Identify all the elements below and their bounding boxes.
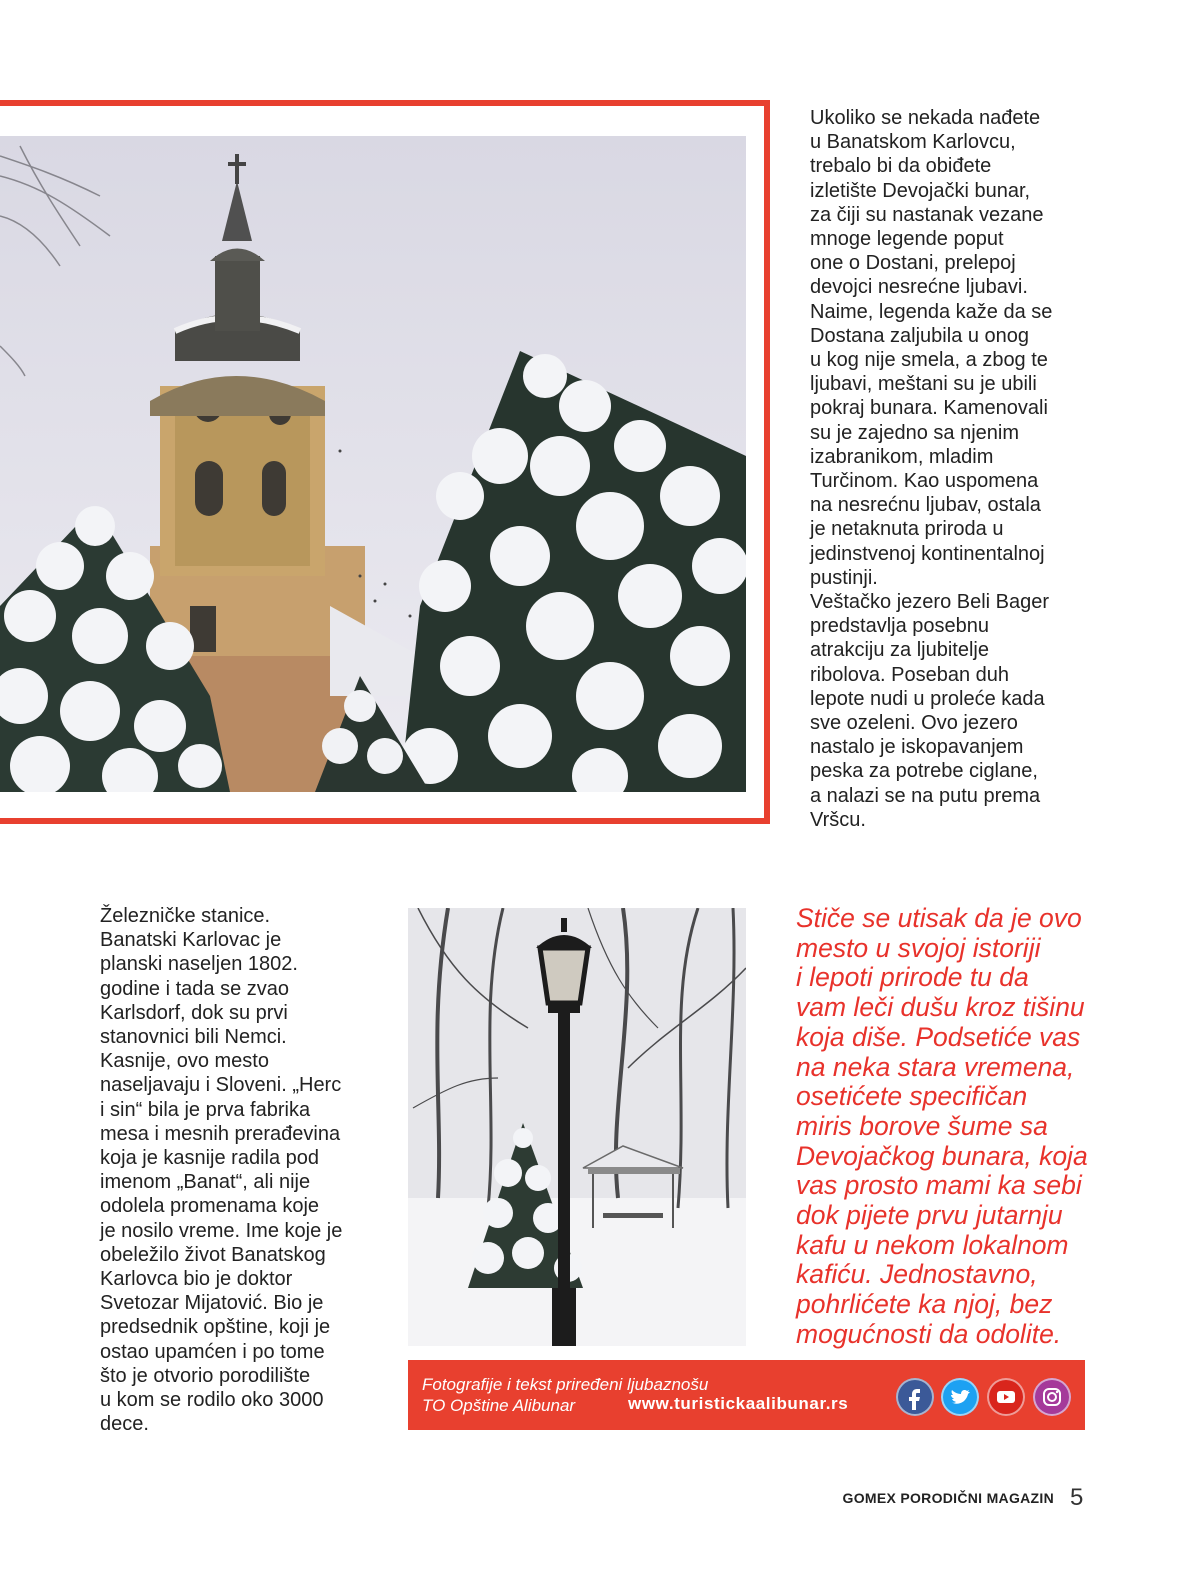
park-lamp-photo: [408, 908, 746, 1346]
article-text-left: Železničke stanice. Banatski Karlovac je planski naseljen 1802. godine i tada se zvao Karlsdorf, dok su prvi stanovnici bili Nemci. Kasnije, ovo mesto naseljavaju i Sloveni. „Herc i sin“ bila je prva fabrika mesa i mesnih prerađevina koja je kasnije radila pod imenom „Banat“, ali nije odolela promenama koje je nosilo vreme. Ime koje je obeležilo život Banatskog Karlovca bio je doktor Svetozar Mijatović. Bio je predsednik opštine, koji je ostao upamćen i po tome što je otvorio porodilište u kom se rodilo oko 3000 dece.: [100, 905, 343, 1436]
page-number: 5: [1070, 1484, 1084, 1511]
article-text-right: Ukoliko se nekada nađete u Banatskom Karlovcu, trebalo bi da obiđete izletište Devojački bunar, za čiji su nastanak vezane mnoge legende poput one o Dostani, prelepoj devojci nesrećne ljubavi. Naime, legenda kaže da se Dostana zaljubila u onog u kog nije smela, a zbog te ljubavi, meštani su je ubili pokraj bunara. Kamenovali su je zajedno sa njenim izabranikom, mladim Turčinom. Kao uspomena na nesrećnu ljubav, ostala je netaknuta priroda u jedinstvenoj kontinentalnoj pustinji. Veštačko jezero Beli Bager predstavlja posebnu atrakciju za ljubitelje ribolova. Poseban duh lepote nudi u proleće kada sve ozeleni. Ovo jezero nastalo je iskopavanjem peska za potrebe ciglane, a nalazi se na putu prema Vršcu.: [810, 107, 1053, 831]
youtube-icon[interactable]: [987, 1378, 1025, 1416]
church-photo: [0, 136, 746, 792]
credit-text: Fotografije i tekst priređeni ljubaznošu TO Opštine Alibunar: [422, 1375, 709, 1415]
pull-quote: Stiče se utisak da je ovo mesto u svojoj istoriji i lepoti prirode tu da vam leči dušu kroz tišinu koja diše. Podsetiće vas na neka stara vremena, osetićete specifičan miris borove šume sa Devojačkog bunara, koja vas prosto mami ka sebi dok pijete prvu jutarnju kafu u nekom lokalnom kafiću. Jednostavno, pohrlićete ka njoj, bez mogućnosti da odolite.: [796, 903, 1088, 1349]
website-link[interactable]: www.turistickaalibunar.rs: [628, 1394, 849, 1413]
facebook-icon[interactable]: [896, 1378, 934, 1416]
instagram-icon[interactable]: [1033, 1378, 1071, 1416]
magazine-name: GOMEX PORODIČNI MAGAZIN: [842, 1490, 1054, 1506]
twitter-icon[interactable]: [941, 1378, 979, 1416]
